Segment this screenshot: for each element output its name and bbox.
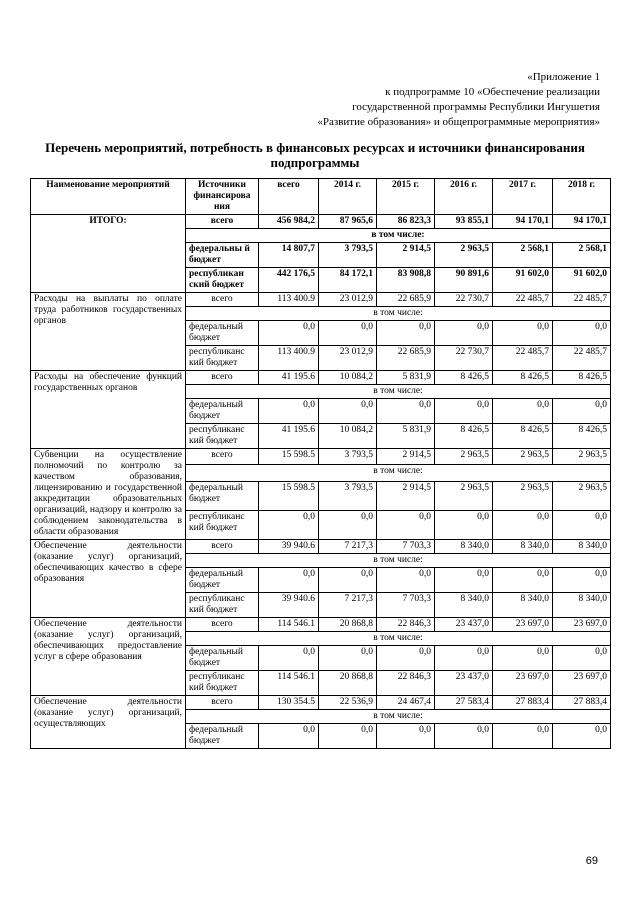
- amount-cell: 0,0: [319, 399, 377, 424]
- amount-cell: 0,0: [259, 510, 319, 539]
- amount-cell: 94 170,1: [493, 215, 553, 229]
- amount-cell: 0,0: [493, 646, 553, 671]
- amount-cell: 41 195.6: [259, 424, 319, 449]
- amount-cell: 0,0: [319, 646, 377, 671]
- funding-source: в том числе:: [186, 465, 611, 481]
- amount-cell: 0,0: [319, 724, 377, 749]
- funding-source: федеральный бюджет: [186, 724, 259, 749]
- amount-cell: 83 908,8: [377, 268, 435, 293]
- amount-cell: 0,0: [553, 724, 611, 749]
- amount-cell: 113 400.9: [259, 293, 319, 307]
- amount-cell: 22 485,7: [553, 293, 611, 307]
- amount-cell: 0,0: [493, 724, 553, 749]
- amount-cell: 0,0: [493, 321, 553, 346]
- table-row: [31, 540, 611, 554]
- amount-cell: 2 914,5: [377, 449, 435, 465]
- amount-cell: 90 891,6: [435, 268, 493, 293]
- amount-cell: 0,0: [377, 321, 435, 346]
- activity-name: Обеспечение деятельности (оказание услуг) организаций, осуществляющих: [31, 696, 186, 749]
- amount-cell: 0,0: [259, 724, 319, 749]
- amount-cell: 8 340,0: [493, 540, 553, 554]
- amount-cell: 5 831,9: [377, 424, 435, 449]
- amount-cell: 94 170,1: [553, 215, 611, 229]
- amount-cell: 3 793,5: [319, 449, 377, 465]
- column-header: 2016 г.: [435, 179, 493, 215]
- table-header-row: [31, 179, 611, 215]
- amount-cell: 27 883,4: [553, 696, 611, 710]
- appendix-header: [180, 70, 600, 130]
- amount-cell: 23 697,0: [493, 671, 553, 696]
- amount-cell: 22 846,3: [377, 618, 435, 632]
- amount-cell: 87 965,6: [319, 215, 377, 229]
- amount-cell: 27 883,4: [493, 696, 553, 710]
- amount-cell: 39 940.6: [259, 593, 319, 618]
- amount-cell: 8 426,5: [435, 371, 493, 385]
- amount-cell: 0,0: [435, 399, 493, 424]
- activity-name: Субвенции на осуществление полномочий по контролю за качеством образования, лицензированию и государственной аккредитации образовательных организаций, надзору и контролю за соблюдением законодательства в области образования: [31, 449, 186, 540]
- funding-source: федеральный бюджет: [186, 646, 259, 671]
- appendix-header-line: «Развитие образования» и общепрограммные мероприятия»: [317, 116, 600, 128]
- amount-cell: 3 793,5: [319, 481, 377, 510]
- amount-cell: 10 084,2: [319, 371, 377, 385]
- amount-cell: 20 868,8: [319, 618, 377, 632]
- amount-cell: 23 012,9: [319, 346, 377, 371]
- amount-cell: 114 546.1: [259, 671, 319, 696]
- appendix-header-line: «Приложение 1: [527, 71, 600, 83]
- amount-cell: 24 467,4: [377, 696, 435, 710]
- amount-cell: 0,0: [377, 646, 435, 671]
- column-header: 2017 г.: [493, 179, 553, 215]
- amount-cell: 0,0: [493, 568, 553, 593]
- amount-cell: 0,0: [377, 568, 435, 593]
- amount-cell: 8 426,5: [435, 424, 493, 449]
- amount-cell: 2 963,5: [553, 449, 611, 465]
- amount-cell: 23 697,0: [553, 618, 611, 632]
- amount-cell: 8 426,5: [553, 371, 611, 385]
- amount-cell: 22 685,9: [377, 293, 435, 307]
- amount-cell: 0,0: [435, 646, 493, 671]
- amount-cell: 8 340,0: [553, 540, 611, 554]
- table-row: [31, 293, 611, 307]
- amount-cell: 2 963,5: [553, 481, 611, 510]
- page-title: [30, 140, 600, 170]
- amount-cell: 15 598.5: [259, 449, 319, 465]
- funding-source: в том числе:: [186, 632, 611, 646]
- amount-cell: 0,0: [553, 321, 611, 346]
- funding-source: всего: [186, 449, 259, 465]
- activity-name: Обеспечение деятельности (оказание услуг) организаций, обеспечивающих качество в сфере образования: [31, 540, 186, 618]
- amount-cell: 27 583,4: [435, 696, 493, 710]
- amount-cell: 0,0: [377, 510, 435, 539]
- amount-cell: 15 598.5: [259, 481, 319, 510]
- page-title-line: подпрограммы: [270, 155, 360, 170]
- funding-source: всего: [186, 696, 259, 710]
- amount-cell: 0,0: [493, 510, 553, 539]
- amount-cell: 22 730,7: [435, 293, 493, 307]
- amount-cell: 114 546.1: [259, 618, 319, 632]
- amount-cell: 22 846,3: [377, 671, 435, 696]
- appendix-header-line: к подпрограмме 10 «Обеспечение реализации: [385, 86, 600, 98]
- table-row: [31, 618, 611, 632]
- amount-cell: 7 703,3: [377, 540, 435, 554]
- amount-cell: 0,0: [435, 568, 493, 593]
- amount-cell: 0,0: [553, 646, 611, 671]
- amount-cell: 7 217,3: [319, 540, 377, 554]
- amount-cell: 0,0: [377, 399, 435, 424]
- amount-cell: 0,0: [319, 321, 377, 346]
- amount-cell: 84 172,1: [319, 268, 377, 293]
- amount-cell: 8 426,5: [553, 424, 611, 449]
- activity-name: Обеспечение деятельности (оказание услуг) организаций, обеспечивающих предоставление услуг в сфере образования: [31, 618, 186, 696]
- table-row: [31, 449, 611, 465]
- amount-cell: 22 536,9: [319, 696, 377, 710]
- amount-cell: 0,0: [319, 510, 377, 539]
- amount-cell: 8 426,5: [493, 371, 553, 385]
- amount-cell: 2 963,5: [435, 243, 493, 268]
- funding-source: республиканс кий бюджет: [186, 593, 259, 618]
- funding-source: республиканс кий бюджет: [186, 510, 259, 539]
- amount-cell: 10 084,2: [319, 424, 377, 449]
- column-header: 2015 г.: [377, 179, 435, 215]
- amount-cell: 23 697,0: [493, 618, 553, 632]
- amount-cell: 113 400.9: [259, 346, 319, 371]
- appendix-header-line: государственной программы Республики Ингушетия: [352, 101, 600, 113]
- amount-cell: 2 963,5: [493, 449, 553, 465]
- amount-cell: 2 568,1: [493, 243, 553, 268]
- funding-source: в том числе:: [186, 710, 611, 724]
- table-body: [31, 215, 611, 749]
- amount-cell: 0,0: [319, 568, 377, 593]
- amount-cell: 442 176,5: [259, 268, 319, 293]
- column-header: Наименование мероприятий: [31, 179, 186, 215]
- funding-source: в том числе:: [186, 385, 611, 399]
- amount-cell: 456 984,2: [259, 215, 319, 229]
- funding-source: всего: [186, 371, 259, 385]
- amount-cell: 130 354.5: [259, 696, 319, 710]
- activity-name: Расходы на выплаты по оплате труда работников государственных органов: [31, 293, 186, 371]
- amount-cell: 2 914,5: [377, 481, 435, 510]
- column-header: 2014 г.: [319, 179, 377, 215]
- amount-cell: 23 697,0: [553, 671, 611, 696]
- page-title-line: Перечень мероприятий, потребность в финансовых ресурсах и источники финансирования: [45, 140, 585, 155]
- amount-cell: 5 831,9: [377, 371, 435, 385]
- amount-cell: 22 485,7: [553, 346, 611, 371]
- funding-source: всего: [186, 215, 259, 229]
- total-row: [31, 215, 611, 229]
- column-header: всего: [259, 179, 319, 215]
- amount-cell: 91 602,0: [553, 268, 611, 293]
- funding-source: федеральны й бюджет: [186, 243, 259, 268]
- amount-cell: 2 914,5: [377, 243, 435, 268]
- amount-cell: 22 730,7: [435, 346, 493, 371]
- amount-cell: 2 963,5: [435, 449, 493, 465]
- amount-cell: 23 437,0: [435, 671, 493, 696]
- amount-cell: 22 485,7: [493, 346, 553, 371]
- amount-cell: 0,0: [435, 724, 493, 749]
- amount-cell: 8 340,0: [435, 540, 493, 554]
- amount-cell: 0,0: [553, 510, 611, 539]
- amount-cell: 86 823,3: [377, 215, 435, 229]
- amount-cell: 0,0: [553, 568, 611, 593]
- funding-source: федеральный бюджет: [186, 481, 259, 510]
- amount-cell: 0,0: [259, 568, 319, 593]
- table-row: [31, 371, 611, 385]
- amount-cell: 7 703,3: [377, 593, 435, 618]
- amount-cell: 3 793,5: [319, 243, 377, 268]
- funding-source: всего: [186, 540, 259, 554]
- column-header: 2018 г.: [553, 179, 611, 215]
- table-row: [31, 696, 611, 710]
- amount-cell: 2 568,1: [553, 243, 611, 268]
- financing-table: [30, 178, 611, 749]
- amount-cell: 0,0: [435, 321, 493, 346]
- amount-cell: 14 807,7: [259, 243, 319, 268]
- funding-source: в том числе:: [186, 307, 611, 321]
- amount-cell: 0,0: [259, 321, 319, 346]
- amount-cell: 0,0: [259, 646, 319, 671]
- amount-cell: 8 340,0: [553, 593, 611, 618]
- amount-cell: 39 940.6: [259, 540, 319, 554]
- amount-cell: 8 426,5: [493, 424, 553, 449]
- amount-cell: 0,0: [259, 399, 319, 424]
- amount-cell: 23 012,9: [319, 293, 377, 307]
- amount-cell: 93 855,1: [435, 215, 493, 229]
- amount-cell: 8 340,0: [493, 593, 553, 618]
- amount-cell: 8 340,0: [435, 593, 493, 618]
- funding-source: всего: [186, 618, 259, 632]
- amount-cell: 0,0: [493, 399, 553, 424]
- funding-source: республиканс кий бюджет: [186, 671, 259, 696]
- funding-source: всего: [186, 293, 259, 307]
- amount-cell: 0,0: [377, 724, 435, 749]
- amount-cell: 7 217,3: [319, 593, 377, 618]
- page-number: 69: [585, 855, 598, 867]
- funding-source: федеральный бюджет: [186, 568, 259, 593]
- amount-cell: 22 485,7: [493, 293, 553, 307]
- funding-source: в том числе:: [186, 229, 611, 243]
- amount-cell: 23 437,0: [435, 618, 493, 632]
- amount-cell: 22 685,9: [377, 346, 435, 371]
- funding-source: республикан ский бюджет: [186, 268, 259, 293]
- column-header: Источники финансирова ния: [186, 179, 259, 215]
- funding-source: федеральный бюджет: [186, 399, 259, 424]
- amount-cell: 41 195.6: [259, 371, 319, 385]
- amount-cell: 0,0: [435, 510, 493, 539]
- funding-source: республиканс кий бюджет: [186, 346, 259, 371]
- amount-cell: 20 868,8: [319, 671, 377, 696]
- amount-cell: 2 963,5: [493, 481, 553, 510]
- funding-source: республиканс кий бюджет: [186, 424, 259, 449]
- funding-source: федеральный бюджет: [186, 321, 259, 346]
- amount-cell: 2 963,5: [435, 481, 493, 510]
- amount-cell: 0,0: [553, 399, 611, 424]
- total-label: ИТОГО:: [31, 215, 186, 293]
- activity-name: Расходы на обеспечение функций государственных органов: [31, 371, 186, 449]
- amount-cell: 91 602,0: [493, 268, 553, 293]
- funding-source: в том числе:: [186, 554, 611, 568]
